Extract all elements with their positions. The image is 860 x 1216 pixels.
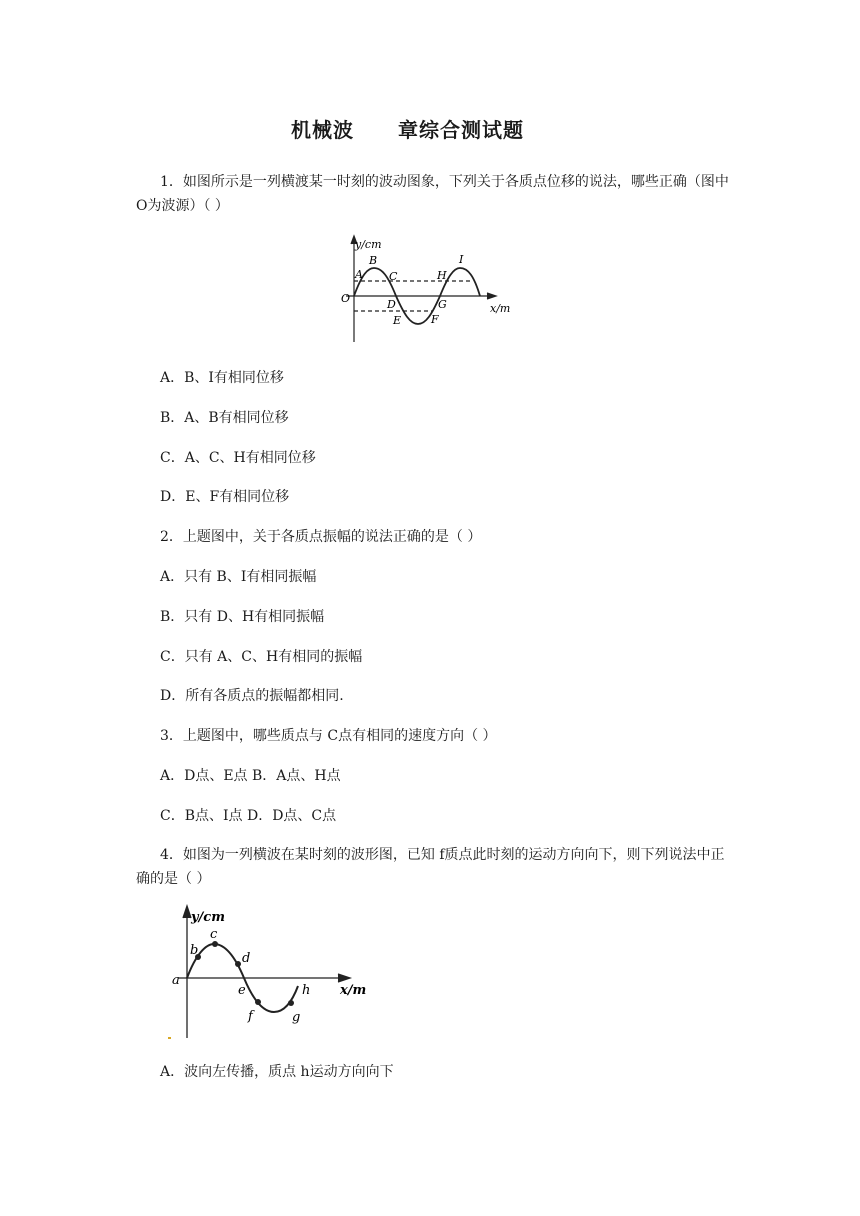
question-4-stem: 4．如图为一列横波在某时刻的波形图，已知 f质点此时刻的运动方向向下，则下列说法中正确的是（ ） — [136, 847, 725, 887]
title-part-2: 章综合测试题 — [398, 118, 524, 142]
fig2-dot-f — [255, 999, 261, 1005]
fig1-point-O: O — [341, 292, 351, 305]
question-1-stem: 1．如图所示是一列横渡某一时刻的波动图象，下列关于各质点位移的说法，哪些正确（图中O为波源）（ ） — [136, 174, 729, 214]
fig2-point-a: a — [172, 973, 180, 988]
q1-option-a: A．B、I有相同位移 — [160, 370, 284, 386]
fig2-point-e: e — [238, 983, 246, 998]
fig2-dot-g — [288, 1000, 294, 1006]
fig1-point-F: F — [431, 313, 439, 326]
q1-option-d: D．E、F有相同位移 — [160, 489, 290, 505]
wave-figure-1 — [338, 234, 528, 346]
fig2-x-label: x/m — [340, 983, 367, 998]
q1-option-c: C．A、C、H有相同位移 — [160, 450, 316, 466]
q1-option-b: B．A、B有相同位移 — [160, 410, 289, 426]
fig2-y-arrow — [183, 906, 191, 918]
fig2-point-g: g — [292, 1010, 301, 1025]
fig2-point-h: h — [302, 983, 311, 998]
fig1-point-C: C — [389, 270, 398, 283]
page-title — [0, 114, 815, 143]
wave-figure-2 — [168, 904, 378, 1042]
q4-option-a: A．波向左传播，质点 h运动方向向下 — [160, 1064, 394, 1080]
fig2-point-d: d — [242, 951, 251, 966]
fig1-x-label: x/m — [490, 302, 511, 315]
title-part-1: 机械波 — [291, 118, 354, 142]
fig2-point-b: b — [190, 943, 199, 958]
fig2-x-arrow — [338, 974, 350, 982]
q2-option-b: B．只有 D、H有相同振幅 — [160, 609, 325, 625]
question-2-stem: 2．上题图中，关于各质点振幅的说法正确的是（ ） — [160, 529, 482, 545]
fig1-point-B: B — [369, 254, 378, 267]
fig1-x-arrow — [487, 293, 496, 299]
fig1-point-I: I — [459, 253, 464, 266]
fig1-point-H: H — [437, 269, 447, 282]
q2-option-c: C．只有 A、C、H有相同的振幅 — [160, 649, 363, 665]
fig1-point-G: G — [438, 298, 447, 311]
question-3-stem: 3．上题图中，哪些质点与 C点有相同的速度方向（ ） — [160, 728, 497, 744]
fig2-y-label: y/cm — [191, 910, 225, 925]
q2-option-a: A．只有 B、I有相同振幅 — [160, 569, 317, 585]
fig1-y-label: y/cm — [355, 238, 382, 251]
q3-option-cd: C．B点、I点 D．D点、C点 — [160, 808, 337, 824]
q2-option-d: D．所有各质点的振幅都相同. — [160, 688, 344, 704]
fig2-mark — [168, 1037, 171, 1039]
fig2-point-c: c — [210, 927, 218, 942]
fig1-point-D: D — [387, 298, 396, 311]
fig1-point-A: A — [355, 268, 363, 281]
fig2-dot-d — [235, 961, 241, 967]
fig1-point-E: E — [393, 314, 402, 327]
q3-option-ab: A．D点、E点 B．A点、H点 — [160, 768, 341, 784]
fig2-point-f: f — [248, 1009, 253, 1024]
